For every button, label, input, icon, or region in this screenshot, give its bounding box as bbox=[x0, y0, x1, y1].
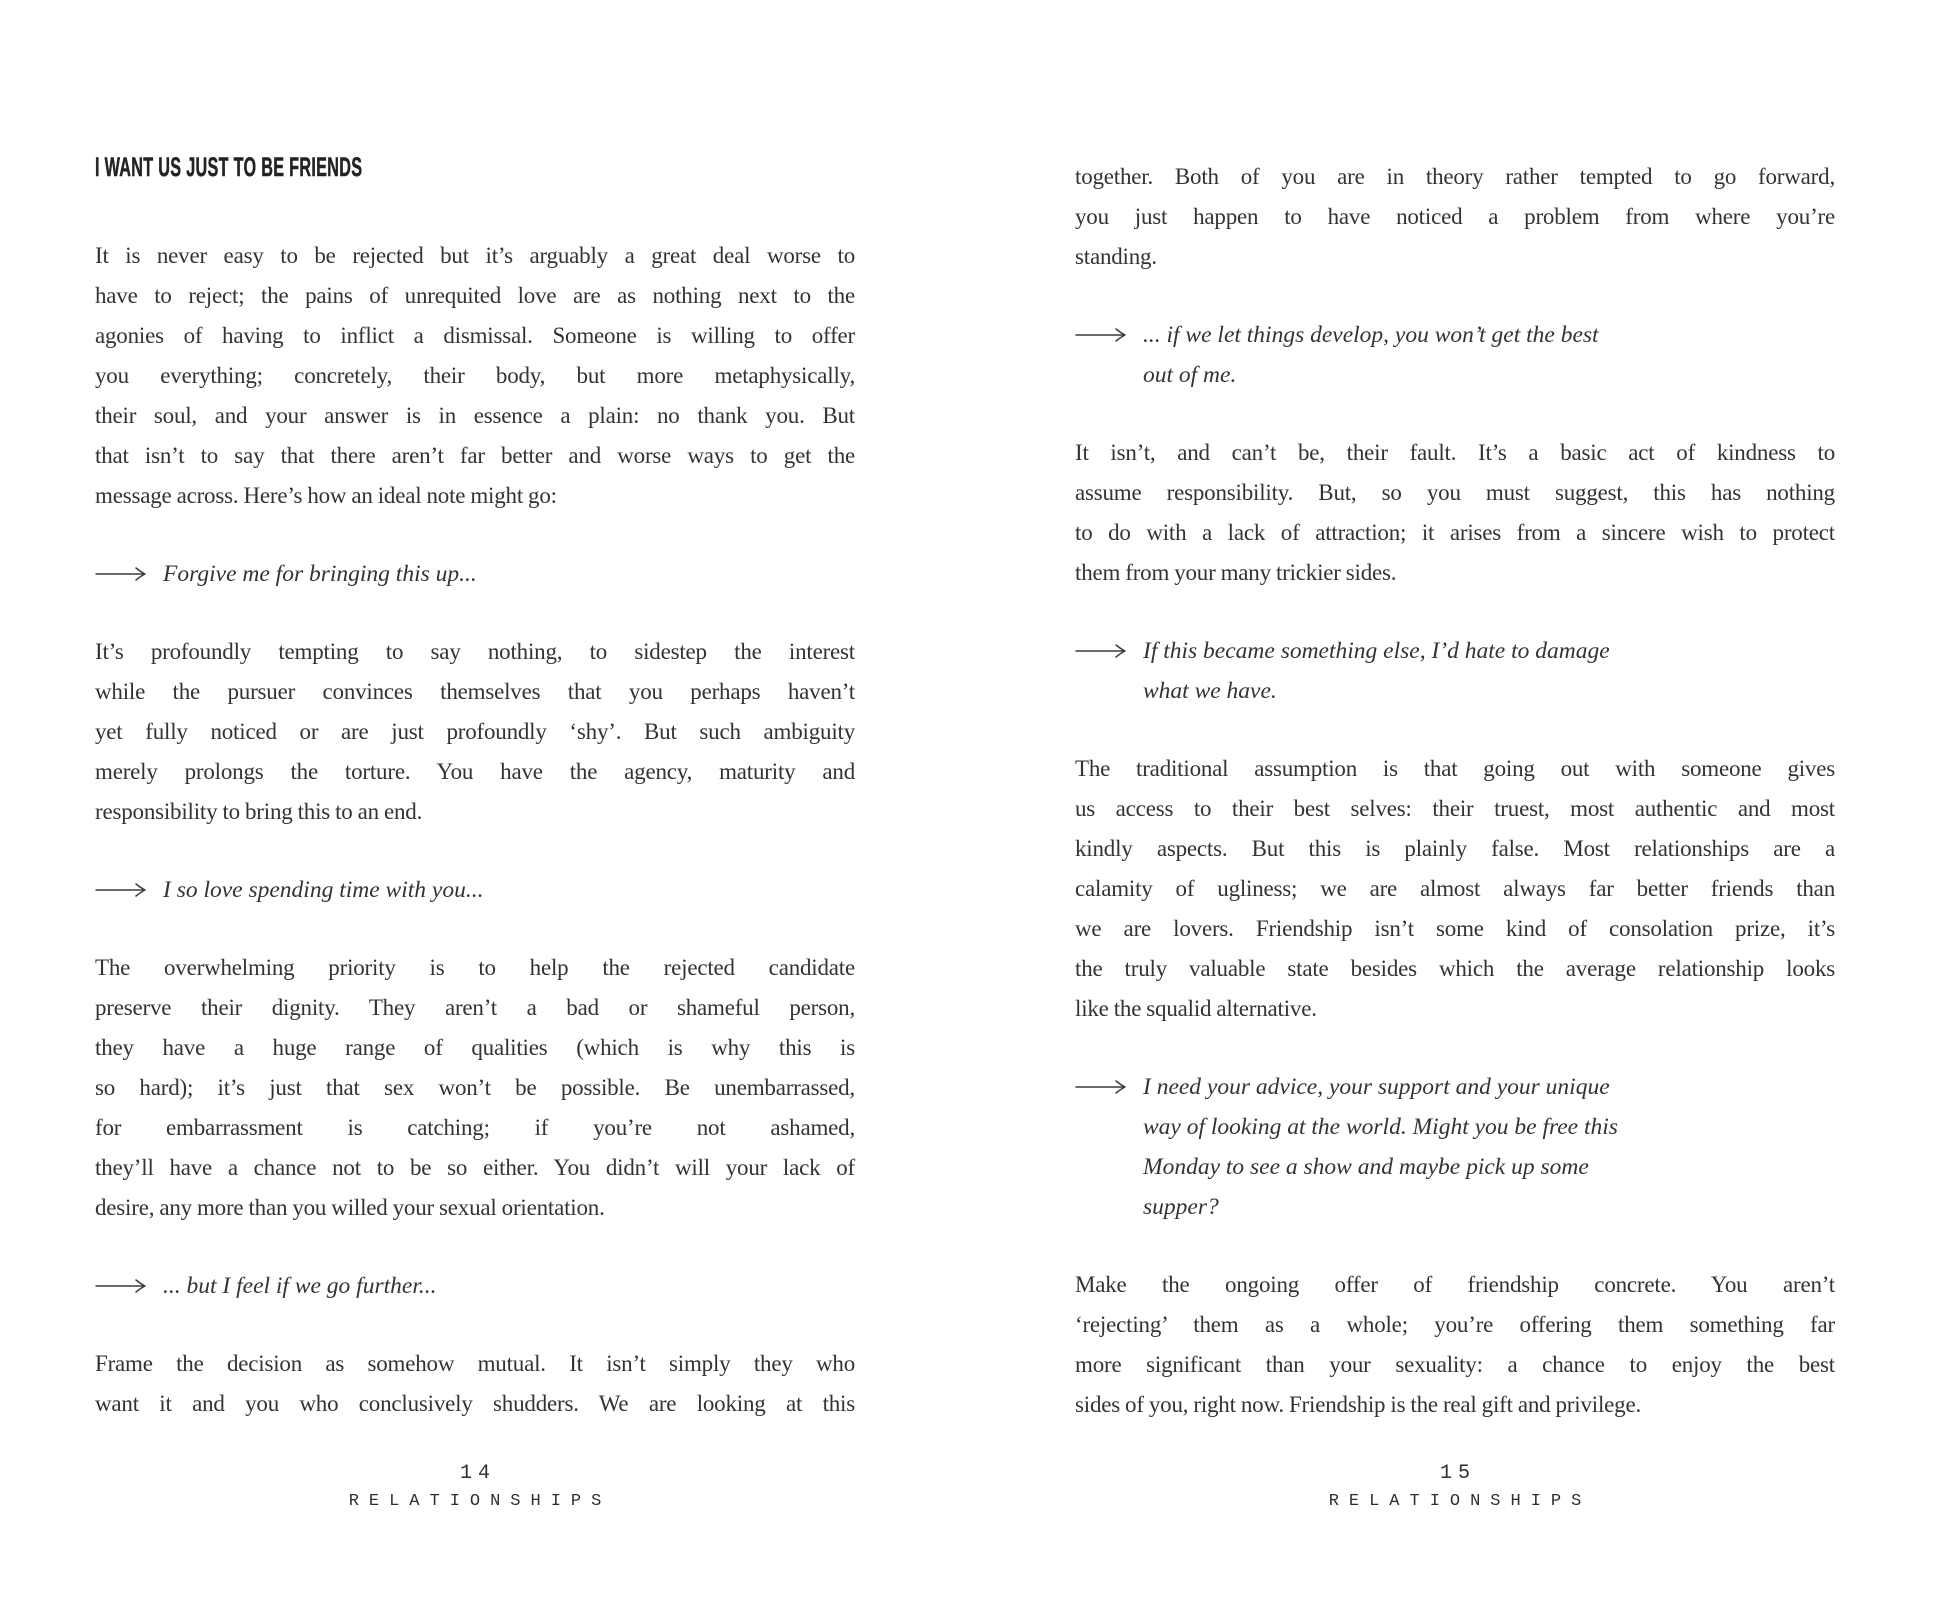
quote-text: I need your advice, your support and your unique way of looking at the world. Might you be free this Monday to see a show and maybe pick up some supper? bbox=[1143, 1074, 1618, 1220]
quote-text: ... if we let things develop, you won’t get the best out of me. bbox=[1143, 322, 1599, 388]
long-right-arrow-icon bbox=[1075, 1067, 1143, 1227]
page-number: 15 bbox=[1439, 1462, 1476, 1485]
page-footer-left bbox=[95, 1464, 855, 1511]
quote-text: Forgive me for bringing this up... bbox=[163, 561, 477, 587]
page-number: 14 bbox=[459, 1462, 496, 1485]
long-right-arrow-icon bbox=[95, 1266, 163, 1306]
page-right bbox=[1075, 157, 1835, 1463]
long-right-arrow-icon bbox=[95, 870, 163, 910]
arrow-quote bbox=[1075, 315, 1835, 395]
paragraph: Make the ongoing offer of friendship concrete. You aren’t ‘rejecting’ them as a whole; you’re offering them something far more significant than your sexuality: a chance to enjoy the best sides of you, right now. Friendship is the real gift and privilege. bbox=[1075, 1272, 1835, 1417]
long-right-arrow-icon bbox=[95, 554, 163, 594]
arrow-quote bbox=[95, 1266, 855, 1306]
arrow-quote bbox=[1075, 1067, 1835, 1227]
page-footer-right bbox=[1075, 1464, 1835, 1511]
paragraph: The traditional assumption is that going out with someone gives us access to their best selves: their truest, most authentic and most kindly aspects. But this is plainly false. Most relationships are a calamity of ugliness; we are almost always far better friends than we are lovers. Friendship isn’t some kind of consolation prize, it’s the truly valuable state besides which the average relationship looks like the squalid alternative. bbox=[1075, 756, 1835, 1021]
long-right-arrow-icon bbox=[1075, 631, 1143, 711]
long-right-arrow-icon bbox=[1075, 315, 1143, 395]
quote-text: ... but I feel if we go further... bbox=[163, 1273, 437, 1299]
paragraph: It’s profoundly tempting to say nothing, to sidestep the interest while the pursuer convinces themselves that you perhaps haven’t yet fully noticed or are just profoundly ‘shy’. But such ambiguity merely prolongs the torture. You have the agency, maturity and responsibility to bring this to an end. bbox=[95, 639, 855, 824]
paragraph: Frame the decision as somehow mutual. It isn’t simply they who want it and you who conclusively shudders. We are looking at this bbox=[95, 1351, 855, 1416]
paragraph: It isn’t, and can’t be, their fault. It’s a basic act of kindness to assume responsibility. But, so you must suggest, this has nothing to do with a lack of attraction; it arises from a sincere wish to protect them from your many trickier sides. bbox=[1075, 440, 1835, 585]
paragraph: together. Both of you are in theory rather tempted to go forward, you just happen to have noticed a problem from where you’re standing. bbox=[1075, 164, 1835, 269]
section-label: RELATIONSHIPS bbox=[1328, 1492, 1592, 1511]
paragraph: The overwhelming priority is to help the rejected candidate preserve their dignity. They aren’t a bad or shameful person, they have a huge range of qualities (which is why this is so hard); it’s just that sex won’t be possible. Be unembarrassed, for embarrassment is catching; if you’re not ashamed, they’ll have a chance not to be so either. You didn’t will your lack of desire, any more than you willed your sexual orientation. bbox=[95, 955, 855, 1220]
page-left bbox=[95, 152, 855, 1462]
quote-text: If this became something else, I’d hate to damage what we have. bbox=[1143, 638, 1610, 704]
arrow-quote bbox=[95, 554, 855, 594]
arrow-quote bbox=[95, 870, 855, 910]
arrow-quote bbox=[1075, 631, 1835, 711]
paragraph: It is never easy to be rejected but it’s arguably a great deal worse to have to reject; the pains of unrequited love are as nothing next to the agonies of having to inflict a dismissal. Someone is willing to offer you everything; concretely, their body, but more metaphysically, their soul, and your answer is in essence a plain: no thank you. But that isn’t to say that there aren’t far better and worse ways to get the message across. Here’s how an ideal note might go: bbox=[95, 243, 855, 508]
quote-text: I so love spending time with you... bbox=[163, 877, 484, 903]
chapter-title: I WANT US JUST TO BE FRIENDS bbox=[95, 152, 363, 182]
section-label: RELATIONSHIPS bbox=[348, 1492, 612, 1511]
